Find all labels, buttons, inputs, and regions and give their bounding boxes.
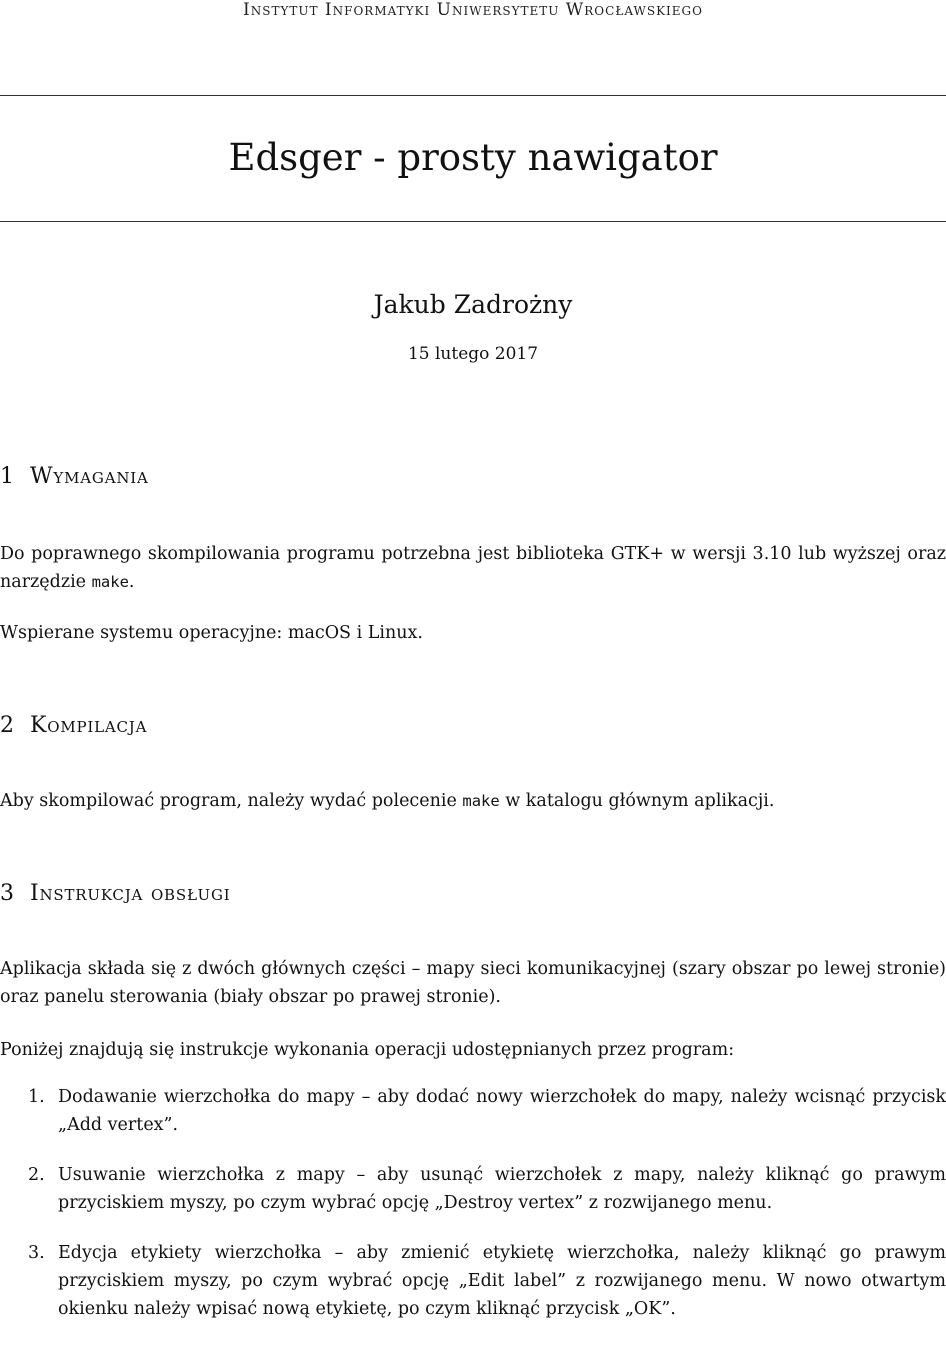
title-rule-top — [0, 95, 946, 96]
paragraph-compilation — [0, 787, 946, 815]
section-number: 1 — [0, 464, 15, 489]
list-item-text: Edycja etykiety wierzchołka – aby zmienić etykietę wierzchołka, należy kliknąć go prawym przyciskiem myszy, po czym wybrać opcję „Edit label” z rozwijanego menu. W nowo otwartym okienku należy wpisać nową etykietę, po czym kliknąć przycisk „OK”. — [58, 1243, 946, 1319]
paragraph-supported-os: Wspierane systemu operacyjne: macOS i Linux. — [0, 623, 423, 643]
document-title: Edsger - prosty nawigator — [228, 136, 718, 179]
section-title: Instrukcja obsługi — [30, 881, 231, 906]
title-rule-bottom — [0, 221, 946, 222]
list-item-text: Dodawanie wierzchołka do mapy – aby dodać nowy wierzchołek do mapy, należy wcisnąć przycisk „Add vertex”. — [58, 1087, 946, 1135]
paragraph-text: w katalogu głównym aplikacji. — [499, 791, 775, 811]
document-author: Jakub Zadrożny — [373, 290, 573, 319]
inline-code: make — [462, 792, 500, 810]
paragraph-requirements — [0, 540, 946, 596]
list-marker: 1. — [28, 1087, 45, 1107]
institute-header: Instytut Informatyki Uniwersytetu Wrocławskiego — [243, 0, 703, 20]
instruction-list — [0, 1083, 946, 1345]
list-item — [0, 1161, 946, 1217]
list-item — [0, 1239, 946, 1323]
section-title: Kompilacja — [30, 713, 148, 738]
section-number: 2 — [0, 713, 15, 738]
section-heading-3 — [0, 879, 946, 909]
paragraph-instructions-intro: Poniżej znajdują się instrukcje wykonania operacji udostępnianych przez program: — [0, 1040, 735, 1060]
paragraph-text: Aby skompilować program, należy wydać polecenie — [0, 791, 463, 811]
section-number: 3 — [0, 881, 15, 906]
list-marker: 3. — [28, 1243, 45, 1263]
paragraph-text: . — [128, 572, 135, 592]
inline-code: make — [91, 573, 129, 591]
list-marker: 2. — [28, 1165, 45, 1185]
document-date: 15 lutego 2017 — [407, 344, 539, 364]
paragraph-app-overview: Aplikacja składa się z dwóch głównych części – mapy sieci komunikacyjnej (szary obszar po lewej stronie) oraz panelu sterowania (biały obszar po prawej stronie). — [0, 959, 946, 1007]
list-item — [0, 1083, 946, 1139]
list-item-text: Usuwanie wierzchołka z mapy – aby usunąć wierzchołek z mapy, należy kliknąć go prawym przyciskiem myszy, po czym wybrać opcję „Destroy vertex” z rozwijanego menu. — [58, 1165, 946, 1213]
paragraph-text: Do poprawnego skompilowania programu potrzebna jest biblioteka GTK+ w wersji 3.10 lub wyższej oraz narzędzie — [0, 544, 946, 592]
section-title: Wymagania — [30, 464, 149, 489]
section-heading-2 — [0, 711, 946, 741]
section-heading-1 — [0, 462, 946, 492]
